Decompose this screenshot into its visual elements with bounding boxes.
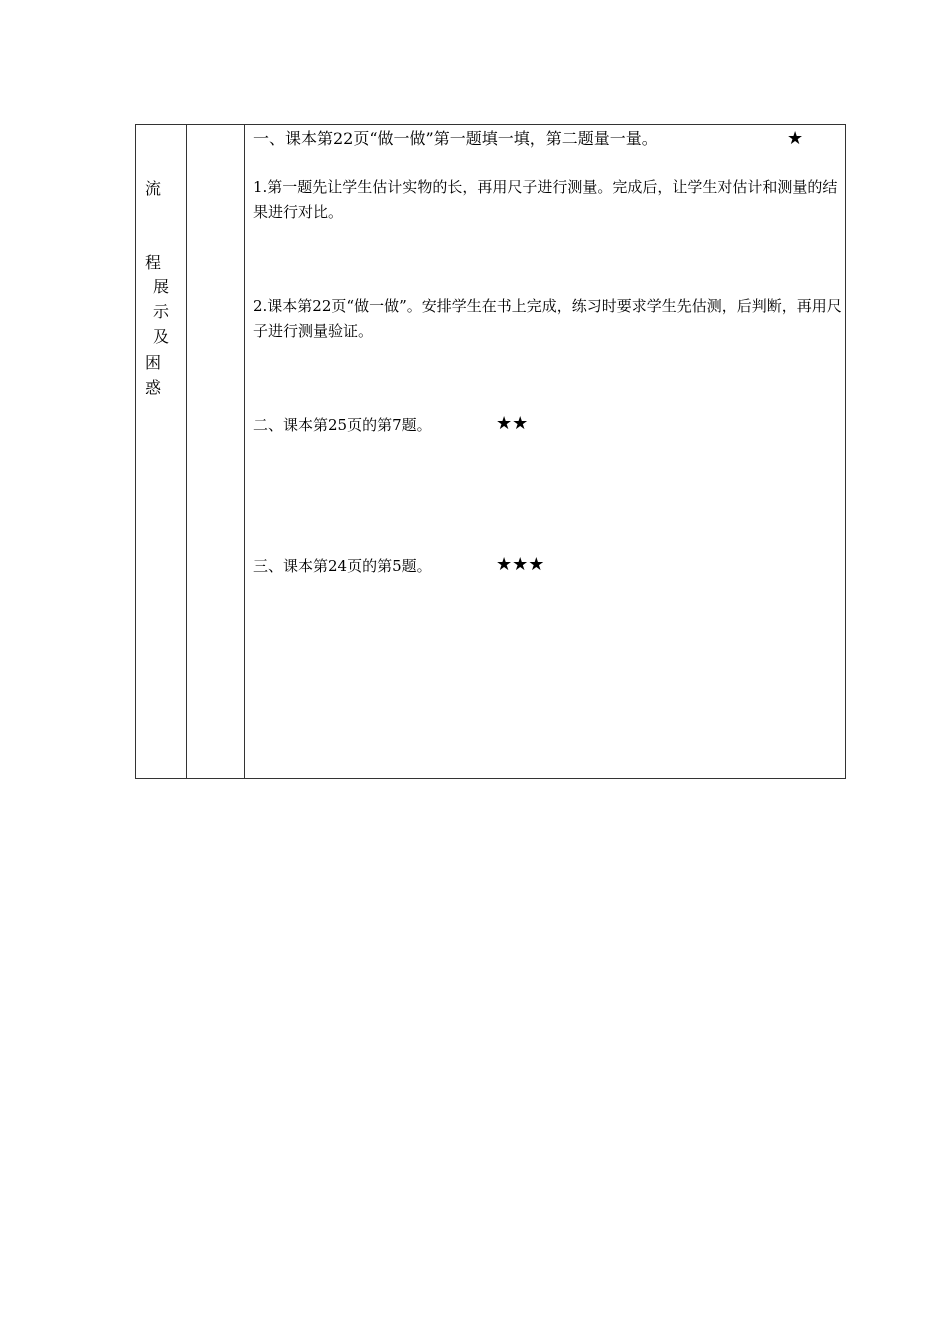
item-2-detail: 2.课本第22页“做一做”。安排学生在书上完成，练习时要求学生先估测，后判断，再用尺子进行测量验证。 [253, 297, 842, 340]
difficulty-stars-2: ★★ [496, 413, 529, 434]
item-3-heading: 二、课本第25页的第7题。 [253, 416, 432, 434]
difficulty-stars-3: ★★★ [496, 554, 545, 575]
label-char-1: 流 [145, 179, 162, 198]
label-char-7: 惑 [145, 378, 162, 397]
item-1-heading: 一、课本第22页“做一做”第一题填一填，第二题量一量。 [253, 129, 658, 148]
label-char-2: 程 [145, 253, 162, 272]
column-divider-2 [244, 125, 245, 778]
label-char-6: 困 [145, 353, 162, 372]
label-char-4: 示 [153, 302, 170, 321]
item-4-heading: 三、课本第24页的第5题。 [253, 557, 432, 575]
label-char-3: 展 [153, 277, 170, 296]
label-char-5: 及 [153, 327, 170, 346]
item-1-detail: 1.第一题先让学生估计实物的长，再用尺子进行测量。完成后，让学生对估计和测量的结果进行对比。 [253, 178, 838, 221]
difficulty-stars-1: ★ [787, 128, 804, 149]
column-divider-1 [186, 125, 187, 778]
